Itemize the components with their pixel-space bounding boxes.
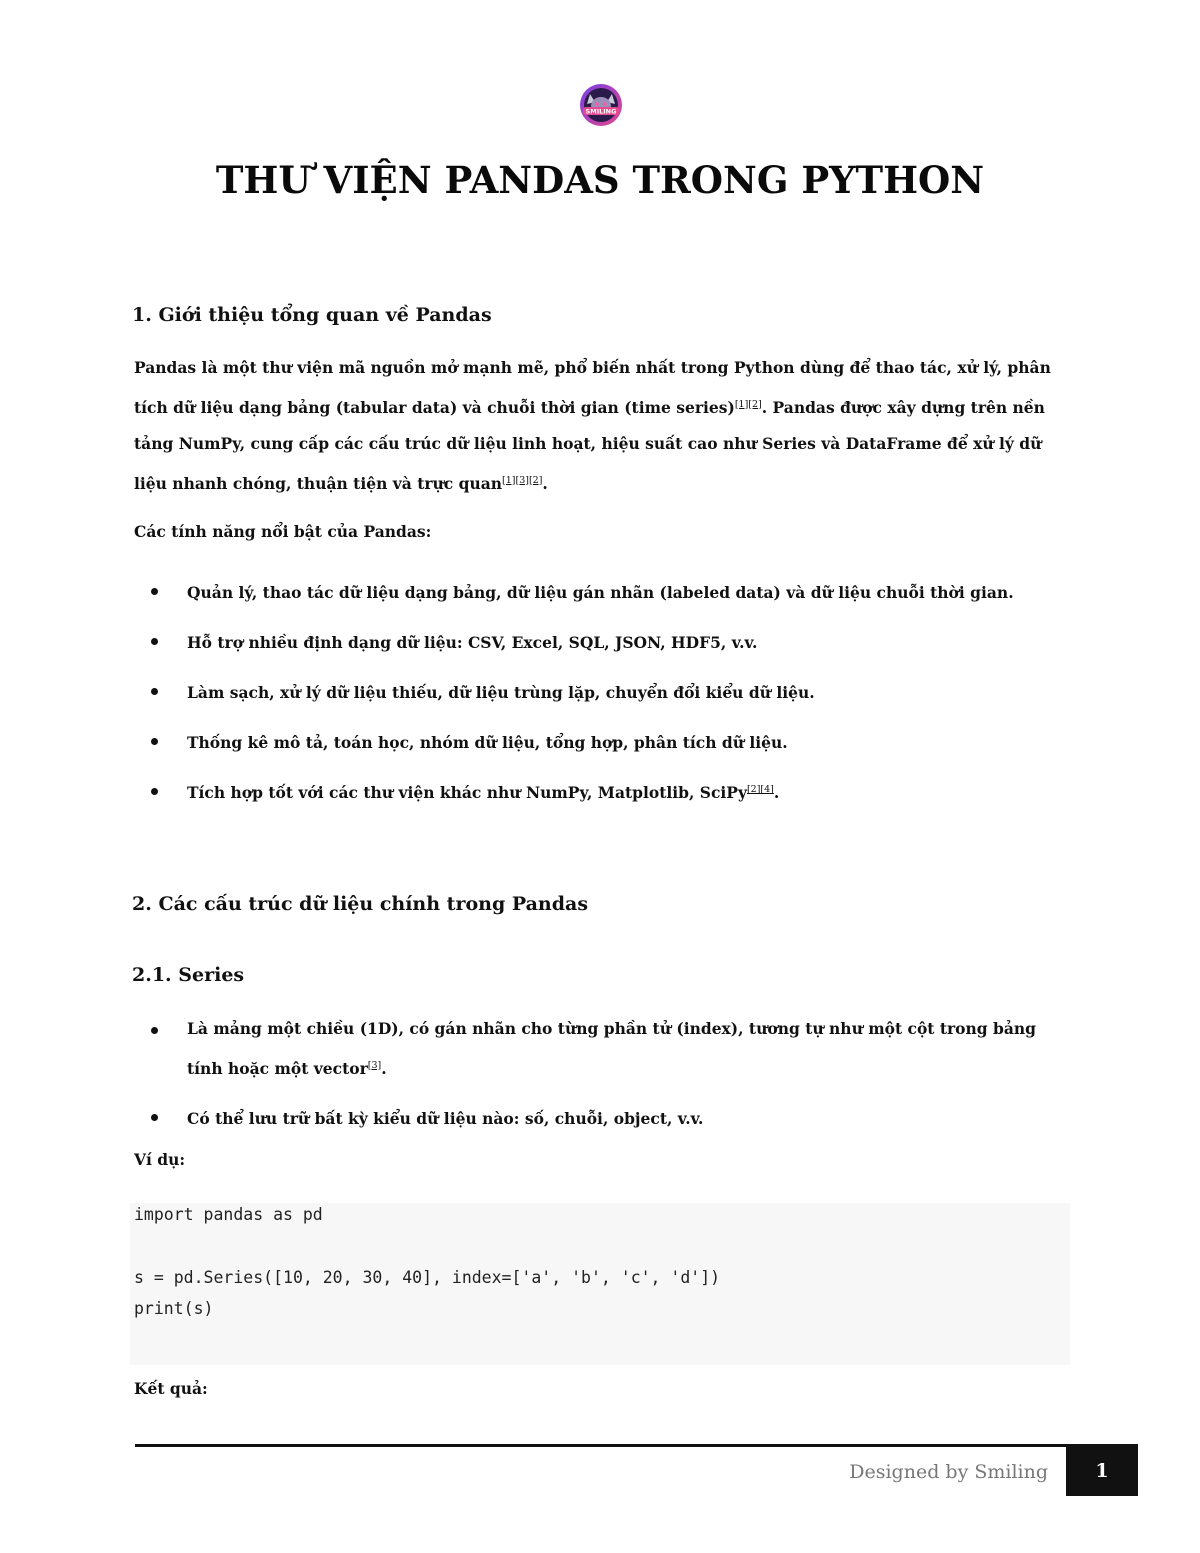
bullet-icon bbox=[151, 1114, 158, 1121]
list-item-text: Là mảng một chiều (1D), có gán nhãn cho từng phần tử (index), tương tự như một cột trong bảng tính hoặc một vector bbox=[187, 1019, 1037, 1078]
list-item bbox=[134, 572, 1064, 612]
list-item-text: Tích hợp tốt với các thư viện khác như NumPy, Matplotlib, SciPy bbox=[187, 783, 747, 802]
citation-link[interactable]: [1][2] bbox=[734, 398, 762, 410]
code-block bbox=[130, 1203, 1070, 1365]
smiling-logo bbox=[577, 82, 625, 128]
page-title: THƯ VIỆN PANDAS TRONG PYTHON bbox=[215, 158, 985, 202]
series-list bbox=[134, 1011, 1064, 1148]
list-item-text: Có thể lưu trữ bất kỳ kiểu dữ liệu nào: số, chuỗi, object, v.v. bbox=[187, 1108, 704, 1128]
list-item bbox=[134, 1098, 1064, 1138]
section-heading-structures: 2. Các cấu trúc dữ liệu chính trong Pandas bbox=[132, 893, 589, 915]
intro-text-3: . bbox=[542, 473, 548, 493]
footer-divider bbox=[135, 1444, 1138, 1447]
intro-paragraph bbox=[134, 350, 1064, 502]
bullet-icon bbox=[151, 638, 158, 645]
result-label: Kết quả: bbox=[134, 1379, 208, 1398]
citation-link[interactable]: [2][4] bbox=[746, 784, 774, 795]
page-number: 1 bbox=[1066, 1447, 1138, 1496]
bullet-icon bbox=[151, 738, 158, 745]
subsection-heading-series: 2.1. Series bbox=[132, 964, 245, 986]
code-line: import pandas as pd bbox=[134, 1205, 323, 1224]
intro-text-2: . Pandas được xây dựng trên nền tảng NumPy, cung cấp các cấu trúc dữ liệu linh hoạt, hiệu suất cao như Series và DataFrame để xử lý dữ liệu nhanh chóng, thuận tiện và trực quan bbox=[134, 397, 1045, 493]
list-item bbox=[134, 1011, 1064, 1087]
citation-link[interactable]: [1][3][2] bbox=[502, 474, 543, 486]
list-item-text: Làm sạch, xử lý dữ liệu thiếu, dữ liệu trùng lặp, chuyển đổi kiểu dữ liệu. bbox=[187, 683, 815, 702]
list-item-text: Hỗ trợ nhiều định dạng dữ liệu: CSV, Excel, SQL, JSON, HDF5, v.v. bbox=[187, 633, 758, 652]
list-item bbox=[134, 722, 1064, 762]
example-label: Ví dụ: bbox=[134, 1150, 186, 1169]
bullet-icon bbox=[151, 588, 158, 595]
bullet-icon bbox=[151, 1027, 158, 1034]
section-heading-intro: 1. Giới thiệu tổng quan về Pandas bbox=[132, 304, 492, 326]
list-item bbox=[134, 672, 1064, 712]
features-list bbox=[134, 572, 1064, 822]
citation-link[interactable]: [3] bbox=[367, 1059, 382, 1071]
list-item-text: Quản lý, thao tác dữ liệu dạng bảng, dữ liệu gán nhãn (labeled data) và dữ liệu chuỗi thời gian. bbox=[187, 583, 1014, 602]
footer-designed-by: Designed by Smiling bbox=[849, 1461, 1048, 1483]
intro-text-1: Pandas là một thư viện mã nguồn mở mạnh mẽ, phổ biến nhất trong Python dùng để thao tác, xử lý, phân tích dữ liệu dạng bảng (tabular data) và chuỗi thời gian (time series) bbox=[134, 358, 1051, 417]
list-item bbox=[134, 622, 1064, 662]
logo-text: SMILING bbox=[585, 107, 617, 116]
code-line: s = pd.Series([10, 20, 30, 40], index=['a', 'b', 'c', 'd']) bbox=[134, 1268, 721, 1287]
bullet-icon bbox=[151, 688, 158, 695]
smiling-fox-logo-icon bbox=[577, 82, 625, 128]
code-line: print(s) bbox=[134, 1299, 214, 1318]
features-heading: Các tính năng nổi bật của Pandas: bbox=[134, 522, 432, 541]
list-item-end: . bbox=[773, 783, 780, 802]
list-item bbox=[134, 772, 1064, 812]
bullet-icon bbox=[151, 788, 158, 795]
list-item-text: Thống kê mô tả, toán học, nhóm dữ liệu, tổng hợp, phân tích dữ liệu. bbox=[187, 733, 788, 752]
list-item-end: . bbox=[381, 1058, 387, 1078]
